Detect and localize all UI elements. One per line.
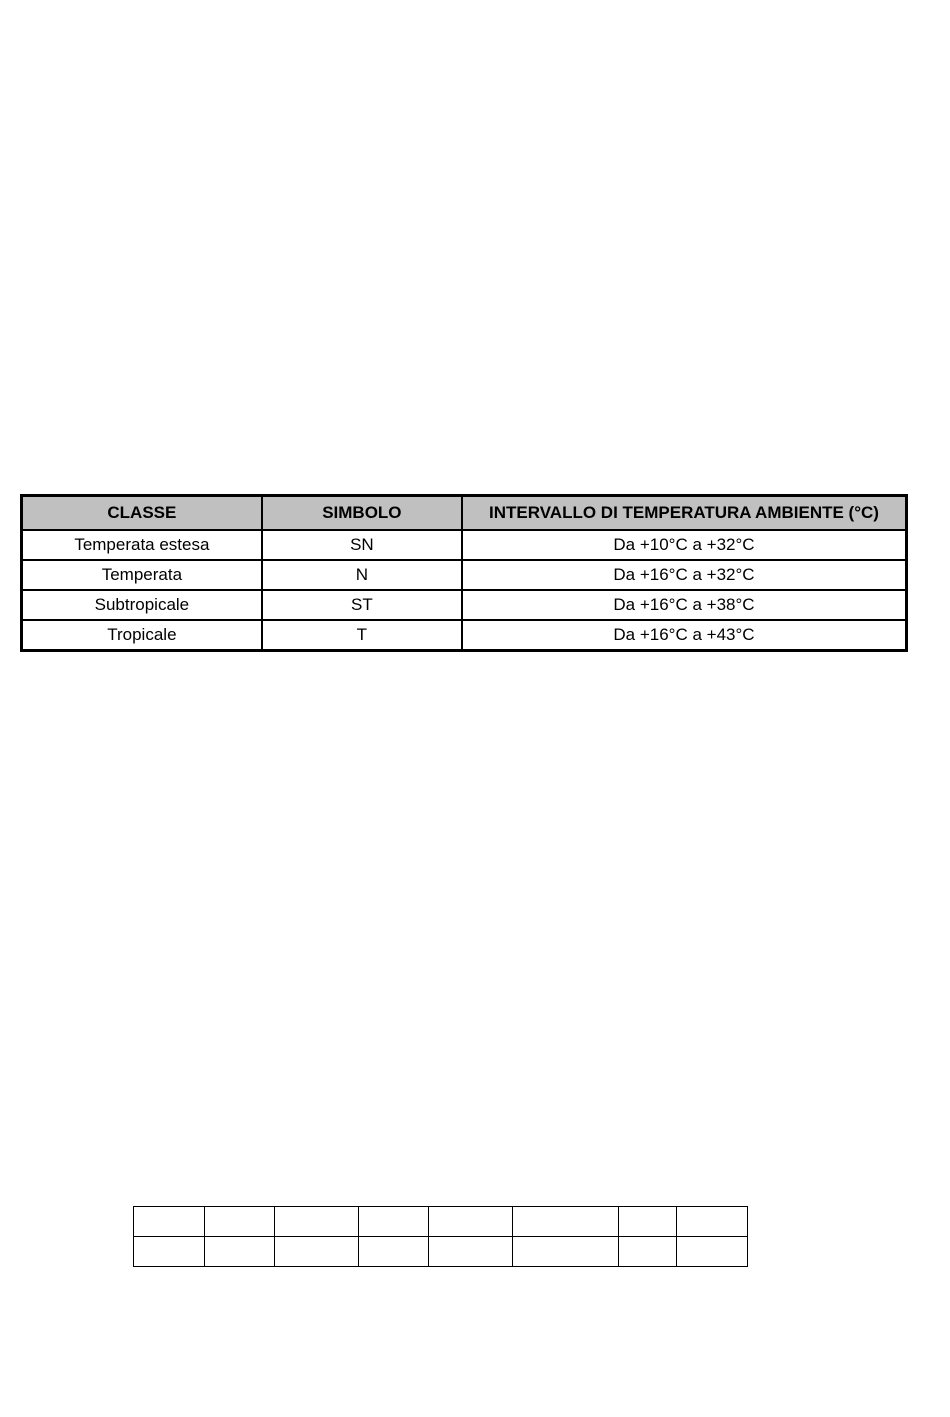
cell-simbolo: T (262, 620, 462, 651)
table-header-row (22, 496, 907, 531)
cell-classe: Subtropicale (22, 590, 262, 620)
climate-class-table (20, 494, 908, 652)
table-row (22, 530, 907, 560)
cell-intervallo: Da +16°C a +38°C (462, 590, 907, 620)
empty-cell (513, 1237, 619, 1267)
empty-cell (359, 1237, 429, 1267)
empty-cell (677, 1237, 748, 1267)
table-row (22, 590, 907, 620)
empty-grid-row (134, 1237, 748, 1267)
header-intervallo: INTERVALLO DI TEMPERATURA AMBIENTE (°C) (462, 496, 907, 531)
empty-cell (513, 1207, 619, 1237)
empty-cell (205, 1207, 275, 1237)
empty-cell (619, 1207, 677, 1237)
cell-simbolo: ST (262, 590, 462, 620)
cell-intervallo: Da +10°C a +32°C (462, 530, 907, 560)
table-row (22, 620, 907, 651)
empty-grid-row (134, 1207, 748, 1237)
empty-cell (134, 1207, 205, 1237)
empty-cell (134, 1237, 205, 1267)
empty-grid-table (133, 1206, 748, 1267)
cell-classe: Tropicale (22, 620, 262, 651)
empty-cell (429, 1207, 513, 1237)
empty-cell (275, 1237, 359, 1267)
cell-simbolo: N (262, 560, 462, 590)
table-row (22, 560, 907, 590)
cell-intervallo: Da +16°C a +32°C (462, 560, 907, 590)
empty-cell (359, 1207, 429, 1237)
empty-cell (429, 1237, 513, 1267)
cell-intervallo: Da +16°C a +43°C (462, 620, 907, 651)
empty-cell (205, 1237, 275, 1267)
header-classe: CLASSE (22, 496, 262, 531)
empty-cell (619, 1237, 677, 1267)
empty-cell (275, 1207, 359, 1237)
cell-classe: Temperata estesa (22, 530, 262, 560)
empty-cell (677, 1207, 748, 1237)
cell-simbolo: SN (262, 530, 462, 560)
cell-classe: Temperata (22, 560, 262, 590)
header-simbolo: SIMBOLO (262, 496, 462, 531)
